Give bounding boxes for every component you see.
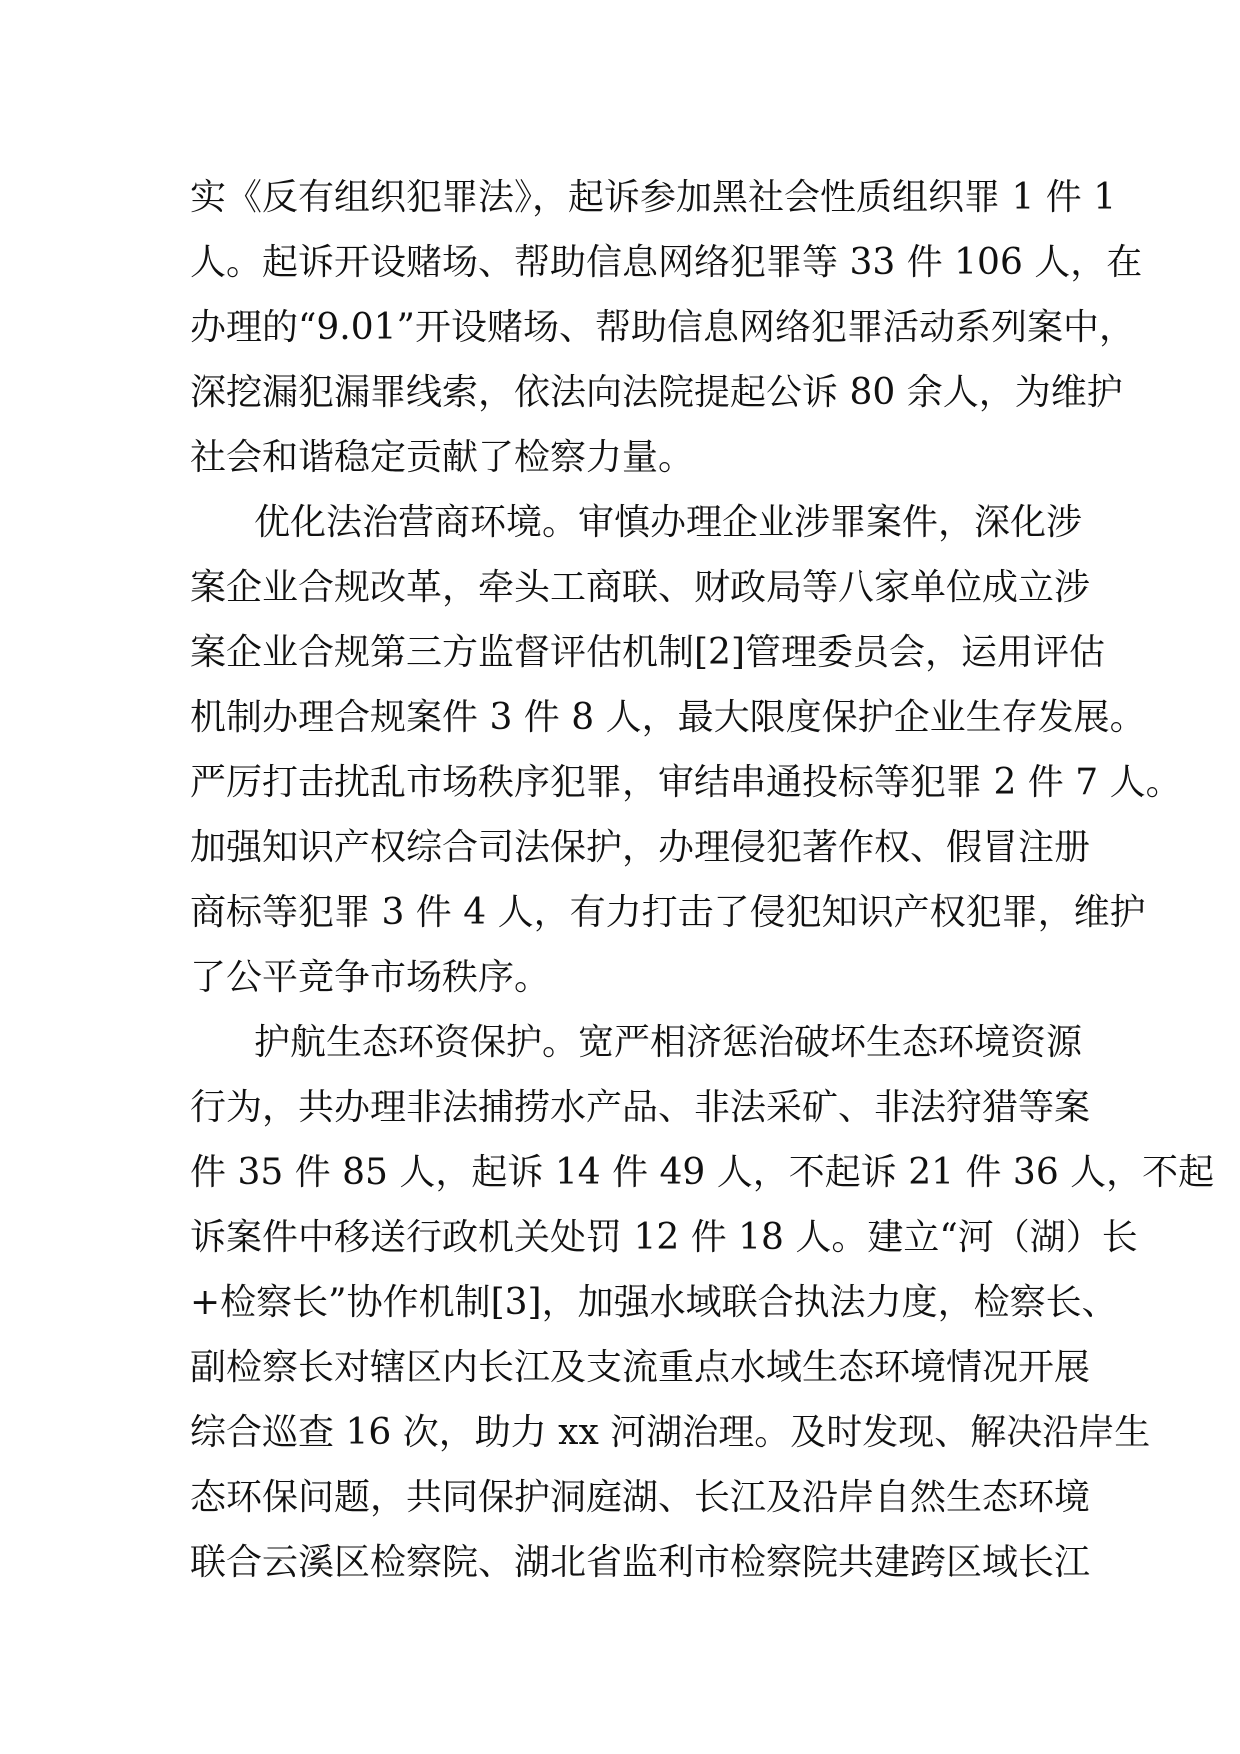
text-line: 诉案件中移送行政机关处罚 12 件 18 人。建立“河（湖）长 [190, 1217, 1138, 1258]
text-line: 了公平竞争市场秩序。 [190, 957, 551, 998]
text-line: 实《反有组织犯罪法》，起诉参加黑社会性质组织罪 1 件 1 [190, 177, 1117, 218]
text-line: 案企业合规第三方监督评估机制[2]管理委员会，运用评估 [190, 632, 1105, 673]
text-line: 深挖漏犯漏罪线索，依法向法院提起公诉 80 余人，为维护 [190, 372, 1123, 413]
text-line: 人。起诉开设赌场、帮助信息网络犯罪等 33 件 106 人，在 [190, 242, 1143, 283]
text-line: 商标等犯罪 3 件 4 人，有力打击了侵犯知识产权犯罪，维护 [190, 892, 1146, 933]
text-line: 机制办理合规案件 3 件 8 人，最大限度保护企业生存发展。 [190, 697, 1146, 738]
paragraph-start-line: 护航生态环资保护。宽严相济惩治破坏生态环境资源 [254, 1022, 1083, 1063]
text-line: 案企业合规改革，牵头工商联、财政局等八家单位成立涉 [190, 567, 1091, 608]
text-line: 态环保问题，共同保护洞庭湖、长江及沿岸自然生态环境 [190, 1477, 1091, 1518]
text-line: 加强知识产权综合司法保护，办理侵犯著作权、假冒注册 [190, 827, 1091, 868]
text-line: 件 35 件 85 人，起诉 14 件 49 人，不起诉 21 件 36 人，不起 [190, 1152, 1215, 1193]
text-line: 综合巡查 16 次，助力 xx 河湖治理。及时发现、解决沿岸生 [190, 1412, 1151, 1453]
text-line: 严厉打击扰乱市场秩序犯罪，审结串通投标等犯罪 2 件 7 人。 [190, 762, 1182, 803]
text-line: 办理的“9.01”开设赌场、帮助信息网络犯罪活动系列案中， [190, 307, 1135, 348]
text-line: 副检察长对辖区内长江及支流重点水域生态环境情况开展 [190, 1347, 1091, 1388]
text-line: 联合云溪区检察院、湖北省监利市检察院共建跨区域长江 [190, 1542, 1091, 1583]
text-line: +检察长”协作机制[3]，加强水域联合执法力度，检察长、 [190, 1282, 1118, 1323]
text-line: 社会和谐稳定贡献了检察力量。 [190, 437, 695, 478]
body-text [190, 165, 1215, 1595]
text-line: 行为，共办理非法捕捞水产品、非法采矿、非法狩猎等案 [190, 1087, 1091, 1128]
paragraph-start-line: 优化法治营商环境。审慎办理企业涉罪案件，深化涉 [254, 502, 1083, 543]
